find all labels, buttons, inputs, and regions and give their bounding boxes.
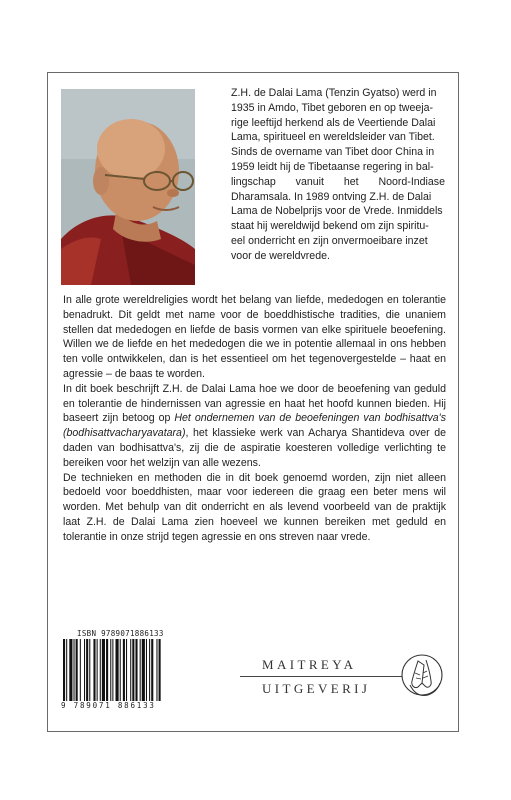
bio-line: rige leeftijd herkend als de Veertiende Dalai bbox=[231, 116, 436, 129]
description-paragraph-2 bbox=[63, 382, 446, 471]
description-paragraph-1: In alle grote wereldreligies wordt het belang van liefde, mededogen en tolerantie benadrukt. Dit geldt met name voor de boeddhistische tradities, die unaniem stellen dat mededogen en liefde de basis vormen van elke spirituele beoefening. Willen we de liefde en het mededogen die we in potentie allemaal in ons hebben ten volle ontwikkelen, dan is het essentieel om het tegenovergestelde – haat en agressie – de baas te worden. bbox=[63, 294, 446, 380]
bio-line: 1959 leidt hij de Tibetaanse regering in bal- bbox=[231, 160, 434, 173]
barcode-bar bbox=[80, 639, 81, 701]
bio-line: voor de wereldvrede. bbox=[231, 249, 330, 262]
barcode-bar bbox=[97, 639, 98, 701]
barcode-bar bbox=[102, 639, 105, 701]
isbn-label: ISBN 9789071886133 bbox=[77, 629, 164, 638]
bio-line: Sinds de overname van Tibet door China in bbox=[231, 146, 435, 159]
barcode-bar bbox=[86, 639, 88, 701]
barcode-bar bbox=[76, 639, 78, 701]
barcode-bar bbox=[63, 639, 65, 701]
praying-hands-icon bbox=[398, 651, 444, 701]
barcode-bar bbox=[69, 639, 72, 701]
bio-line: Lama, spiritueel en wereldsleider van Tibet. bbox=[231, 131, 435, 144]
bio-line: eel onderricht en zijn onvermoeibare inzet bbox=[231, 234, 428, 247]
barcode-bar bbox=[112, 639, 113, 701]
book-source-title: Het ondernemen van de beoefeningen van bodhisattva's (bodhisattvacharyavatara) bbox=[63, 412, 446, 440]
isbn-barcode bbox=[59, 629, 195, 709]
barcode-bar bbox=[130, 639, 131, 701]
publisher-subtitle: UITGEVERIJ bbox=[262, 681, 371, 696]
barcode-bar bbox=[84, 639, 85, 701]
bio-line: 1935 in Amdo, Tibet geboren en op tweeja- bbox=[231, 101, 434, 114]
author-photo bbox=[61, 89, 195, 285]
barcode-bar bbox=[93, 639, 95, 701]
barcode-bar bbox=[116, 639, 119, 701]
publisher-logo bbox=[238, 649, 450, 703]
publisher-divider bbox=[240, 676, 402, 677]
barcode-bar bbox=[146, 639, 147, 701]
barcode-bar bbox=[126, 639, 127, 701]
bio-line: staat hij wereldwijd bekend om zijn spiritu- bbox=[231, 220, 429, 233]
barcode-bar bbox=[132, 639, 134, 701]
bio-line: Dharamsala. In 1989 ontving Z.H. de Dalai bbox=[231, 190, 432, 203]
barcode-bar bbox=[106, 639, 108, 701]
barcode-bar bbox=[149, 639, 150, 701]
barcode-bars bbox=[63, 639, 191, 701]
barcode-bar bbox=[135, 639, 137, 701]
author-biography bbox=[231, 86, 445, 264]
barcode-bar bbox=[140, 639, 141, 701]
author-portrait-image bbox=[61, 89, 195, 285]
barcode-bar bbox=[151, 639, 153, 701]
paragraph-2-text-start: In dit boek beschrijft Z.H. de Dalai Lama hoe we door de beoefening van geduld en tolerantie de hindernissen van agressie en haat het hoofd kunnen bieden. Hij baseert zijn betoog op bbox=[63, 382, 446, 425]
barcode-bar bbox=[159, 639, 161, 701]
paragraph-2-text-end: , het klassieke werk van Acharya Shantideva over de daden van bodhisattva's, zij die de aspiratie koesteren volledige verlichting te bereiken voor het welzijn van alle wezens. bbox=[63, 427, 446, 469]
barcode-bar bbox=[142, 639, 145, 701]
publisher-name: MAITREYA bbox=[262, 657, 357, 672]
barcode-bar bbox=[123, 639, 125, 701]
barcode-bar bbox=[74, 639, 75, 701]
barcode-bar bbox=[89, 639, 90, 701]
barcode-bar bbox=[110, 639, 111, 701]
barcode-bar bbox=[120, 639, 121, 701]
book-description bbox=[63, 293, 446, 545]
barcode-bar bbox=[156, 639, 157, 701]
bio-line: lingschap vanuit het Noord-Indiase bbox=[231, 175, 445, 188]
barcode-bar bbox=[66, 639, 67, 701]
bio-line: Z.H. de Dalai Lama (Tenzin Gyatso) werd in bbox=[231, 87, 437, 99]
isbn-digits: 9 789071 886133 bbox=[61, 701, 156, 710]
barcode-bar bbox=[100, 639, 101, 701]
description-paragraph-3: De technieken en methoden die in dit boek genoemd worden, zijn niet alleen bedoeld voor boeddhisten, maar voor iedereen die graag een beter mens wil worden. Met behulp van dit onderricht en als levend voorbeeld van de praktijk laat Z.H. de Dalai Lama zien hoeveel we kunnen bereiken met geduld en tolerantie in onze strijd tegen agressie en ons streven naar vrede. bbox=[63, 471, 446, 543]
bio-line: Lama de Nobelprijs voor de Vrede. Inmiddels bbox=[231, 205, 443, 218]
book-back-cover bbox=[47, 72, 459, 732]
